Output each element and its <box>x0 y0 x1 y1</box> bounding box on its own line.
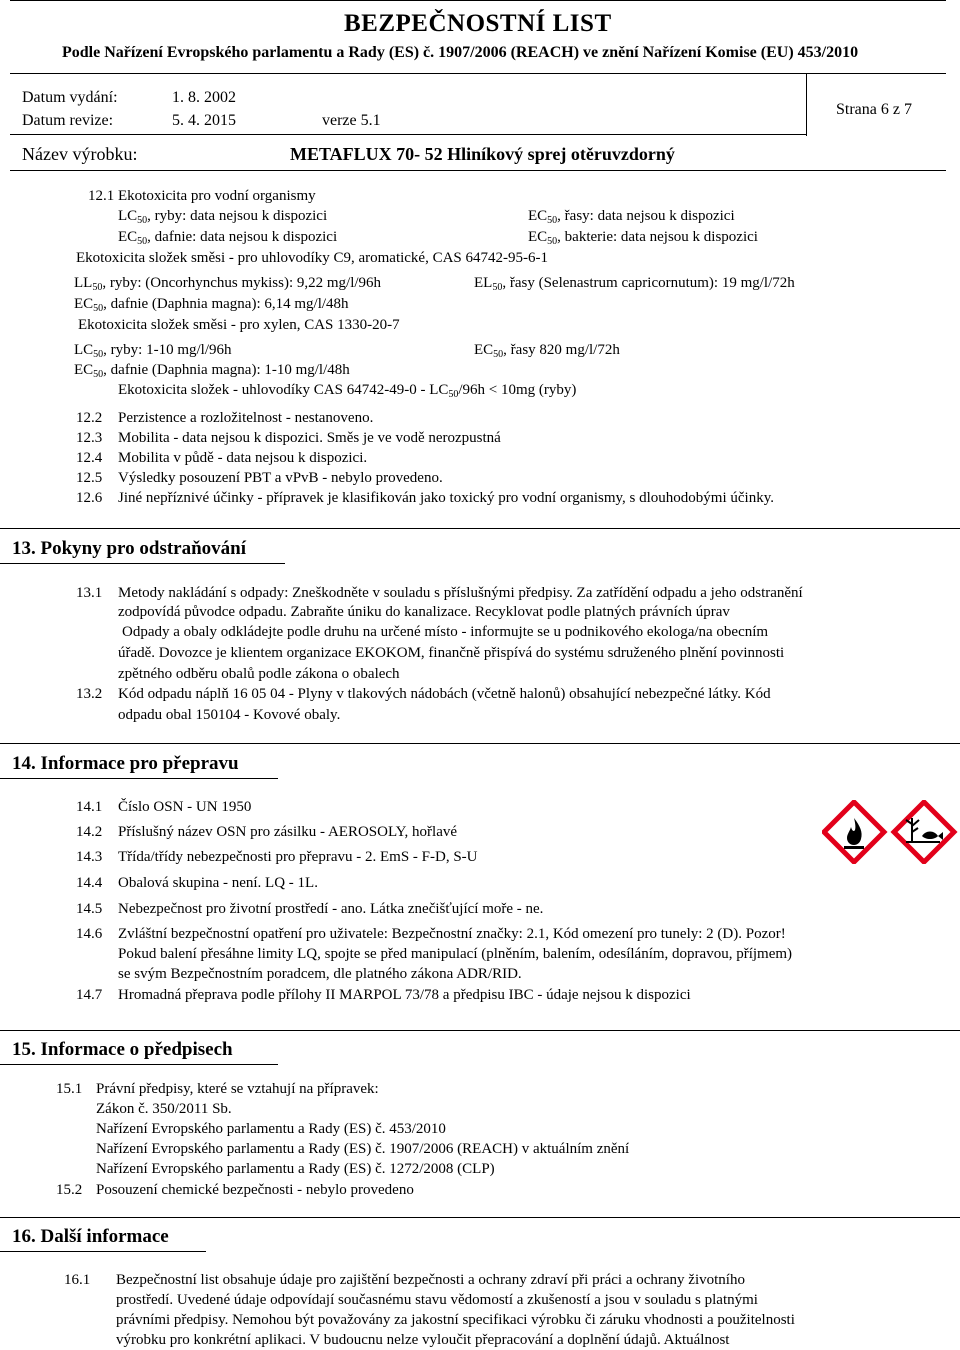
s12-6-text: Jiné nepříznivé účinky - přípravek je klasifikován jako toxický pro vodní organismy, s dlouhodobými účinky. <box>118 490 774 506</box>
header-divider-2 <box>10 134 806 135</box>
s13-1-line-3: Odpady a obaly odkládejte podle druhu na určené místo - informujte se u podnikového ekologa/na obecním <box>122 624 769 640</box>
s12-ec-algae: $EC_{50}$, řasy: data nejsou k dispozici <box>528 208 735 226</box>
s12-4-number: 12.4 <box>76 450 103 466</box>
document-title: BEZPEČNOSTNÍ LIST <box>344 10 612 37</box>
environment-ghs-icon <box>894 802 954 862</box>
s14-6-line-3: se svým Bezpečnostním poradcem, dle platného zákona ADR/RID. <box>118 966 522 982</box>
s12-eco-uhlovodiky: Ekotoxicita složek - uhlovodíky CAS $64742-49-0 - LC_{50}/96h < 10mg$ (ryby) <box>118 382 577 400</box>
s12-5-text: Výsledky posouzení PBT a vPvB - nebylo provedeno. <box>118 470 443 486</box>
product-name: METAFLUX 70- 52 Hliníkový sprej otěruvzdorný <box>290 144 675 164</box>
issue-date-value: 1. 8. 2002 <box>172 89 236 106</box>
s16-1-line-3: právními předpisy. Nemohou být považovány za jakostní specifikaci výrobku či záruku vhodnosti a použitelnosti <box>116 1312 795 1328</box>
s15-regulation-3: Nařízení Evropského parlamentu a Rady (ES) č. 1907/2006 (REACH) v aktuálním znění <box>96 1141 630 1157</box>
s13-1-number: 13.1 <box>76 585 103 601</box>
regulation-line: Podle Nařízení Evropského parlamentu a Rady (ES) č. 1907/2006 (REACH) ve znění Nařízení Komise (EU) 453/2010 <box>62 44 859 61</box>
header-top-border <box>10 0 946 1</box>
s12-lc-fish-2: $LC_{50}$, ryby: 1-10 mg/l/96h <box>74 342 232 360</box>
s14-4-text: Obalová skupina - není. LQ - 1L. <box>118 875 318 891</box>
s14-5-text: Nebezpečnost pro životní prostředí - ano. Látka znečišťující moře - ne. <box>118 901 544 917</box>
s14-1-number: 14.1 <box>76 799 103 815</box>
s12-3-text: Mobilita - data nejsou k dispozici. Směs je ve vodě nerozpustná <box>118 430 501 446</box>
s15-1-text: Právní předpisy, které se vztahují na přípravek: <box>96 1081 379 1097</box>
s15-heading-underline <box>0 1064 278 1065</box>
s15-heading: 15. Informace o předpisech <box>12 1039 233 1060</box>
s12-2-text: Perzistence a rozložitelnost - nestanoveno. <box>118 410 374 426</box>
s14-top-rule <box>0 743 960 744</box>
s12-6-number: 12.6 <box>76 490 103 506</box>
s14-7-number: 14.7 <box>76 987 103 1003</box>
s12-ec-daphnia: $EC_{50}$, dafnie: data nejsou k dispozici <box>118 229 338 247</box>
s14-3-text: Třída/třídy nebezpečnosti pro přepravu - 2. EmS - F-D, S-U <box>118 849 478 865</box>
s14-6-number: 14.6 <box>76 926 103 942</box>
s15-1-number: 15.1 <box>56 1081 83 1097</box>
s16-1-line-2: prostředí. Uvedené údaje odpovídají současnému stavu vědomostí a zkušeností a jsou v souladu s platnými <box>116 1292 758 1308</box>
s13-2-number: 13.2 <box>76 686 103 702</box>
s13-heading: 13. Pokyny pro odstraňování <box>12 538 247 559</box>
s15-2-text: Posouzení chemické bezpečnosti - nebylo provedeno <box>96 1182 414 1198</box>
s13-1-line-5: zpětného odběru obalů podle zákona o obalech <box>118 666 400 682</box>
s12-4-text: Mobilita v půdě - data nejsou k dispozici. <box>118 450 368 466</box>
ghs-pictograms <box>822 800 960 864</box>
s14-5-number: 14.5 <box>76 901 103 917</box>
s12-eco-xylen: Ekotoxicita složek směsi - pro xylen, CAS 1330-20-7 <box>78 317 400 333</box>
s12-3-number: 12.3 <box>76 430 103 446</box>
s14-6-line-1: Zvláštní bezpečnostní opatření pro uživatele: Bezpečnostní značky: 2.1, Kód omezení pro tunely: 2 (D). Pozor! <box>118 926 786 942</box>
flammable-ghs-icon <box>824 802 884 862</box>
s14-2-text: Příslušný název OSN pro zásilku - AEROSOLY, hořlavé <box>118 824 458 840</box>
s12-ll-fish: $LL_{50}$, ryby: (Oncorhynchus mykiss): 9,22 mg/l/96h <box>74 275 382 293</box>
version-label: verze 5.1 <box>322 112 381 129</box>
header-page-box-border <box>806 73 807 136</box>
product-name-label: Název výrobku: <box>22 144 138 164</box>
s14-7-text: Hromadná přeprava podle přílohy II MARPOL 73/78 a předpisu IBC - údaje nejsou k dispozici <box>118 987 691 1003</box>
s14-6-line-2: Pokud balení přesáhne limity LQ, spojte se před manipulací (plněním, balením, odesíláním, dopravou, příjmem) <box>118 946 793 962</box>
s12-el-algae: $EL_{50}$, řasy (Selenastrum capricornutum): 19 mg/l/72h <box>474 275 795 293</box>
issue-date-label: Datum vydání: <box>22 89 118 106</box>
s12-1-heading: 12.1 Ekotoxicita pro vodní organismy <box>88 188 316 204</box>
s13-top-rule <box>0 528 960 529</box>
revision-date-value: 5. 4. 2015 <box>172 112 236 129</box>
s16-1-line-1: Bezpečnostní list obsahuje údaje pro zajištění bezpečnosti a ochrany zdraví při práci a ochrany životního <box>116 1272 745 1288</box>
s13-2-line-2: odpadu obal 150104 - Kovové obaly. <box>118 707 341 723</box>
header-bottom-border <box>10 170 946 171</box>
s15-2-number: 15.2 <box>56 1182 83 1198</box>
s15-top-rule <box>0 1030 960 1031</box>
s16-top-rule <box>0 1217 960 1218</box>
s14-1-text: Číslo OSN - UN 1950 <box>118 799 252 815</box>
s13-1-line-2: zodpovídá původce odpadu. Zabraňte úniku do kanalizace. Recyklovat podle platných právních úprav <box>118 604 730 620</box>
s13-heading-underline <box>0 563 285 564</box>
s12-5-number: 12.5 <box>76 470 103 486</box>
s12-ec-bacteria: $EC_{50}$, bakterie: data nejsou k dispozici <box>528 229 758 247</box>
s15-regulation-4: Nařízení Evropského parlamentu a Rady (ES) č. 1272/2008 (CLP) <box>96 1161 495 1177</box>
s13-1-line-4: úřadě. Dovozce je klientem organizace EKOKOM, finančně přispívá do systému sdruženého plnění povinnosti <box>118 645 785 661</box>
s14-2-number: 14.2 <box>76 824 103 840</box>
s13-2-line-1: Kód odpadu náplň 16 05 04 - Plyny v tlakových nádobách (včetně halonů) obsahující nebezpečné látky. Kód <box>118 686 771 702</box>
s14-heading-underline <box>0 778 278 779</box>
s12-ec-daphnia-3: $EC_{50}$, dafnie (Daphnia magna): 1-10 mg/l/48h <box>74 362 350 380</box>
s15-regulation-2: Nařízení Evropského parlamentu a Rady (ES) č. 453/2010 <box>96 1121 446 1137</box>
page-number: Strana 6 z 7 <box>836 101 912 118</box>
s14-4-number: 14.4 <box>76 875 103 891</box>
s16-heading: 16. Další informace <box>12 1226 169 1247</box>
s12-ec-algae-2: $EC_{50}$, řasy 820 mg/l/72h <box>474 342 620 360</box>
s14-3-number: 14.3 <box>76 849 103 865</box>
s16-1-number: 16.1 <box>64 1272 91 1288</box>
s12-2-number: 12.2 <box>76 410 103 426</box>
s12-ec-daphnia-2: $EC_{50}$, dafnie (Daphnia magna): 6,14 mg/l/48h <box>74 296 349 314</box>
s14-heading: 14. Informace pro přepravu <box>12 753 239 774</box>
revision-date-label: Datum revize: <box>22 112 114 129</box>
s16-1-line-4: výrobku pro konkrétní aplikaci. V budoucnu nelze vyloučit přepracování a doplnění údajů. Aktuálnost <box>116 1332 730 1348</box>
s12-lc-fish: $LC_{50}$, ryby: data nejsou k dispozici <box>118 208 328 226</box>
s16-heading-underline <box>0 1251 206 1252</box>
s12-eco-c9: Ekotoxicita složek směsi - pro uhlovodíky C9, aromatické, CAS 64742-95-6-1 <box>76 250 549 266</box>
s13-1-line-1: Metody nakládání s odpady: Zneškodněte v souladu s příslušnými předpisy. Za zatřídění odpadu a jeho odstranění <box>118 585 803 601</box>
s15-regulation-1: Zákon č. 350/2011 Sb. <box>96 1101 232 1117</box>
